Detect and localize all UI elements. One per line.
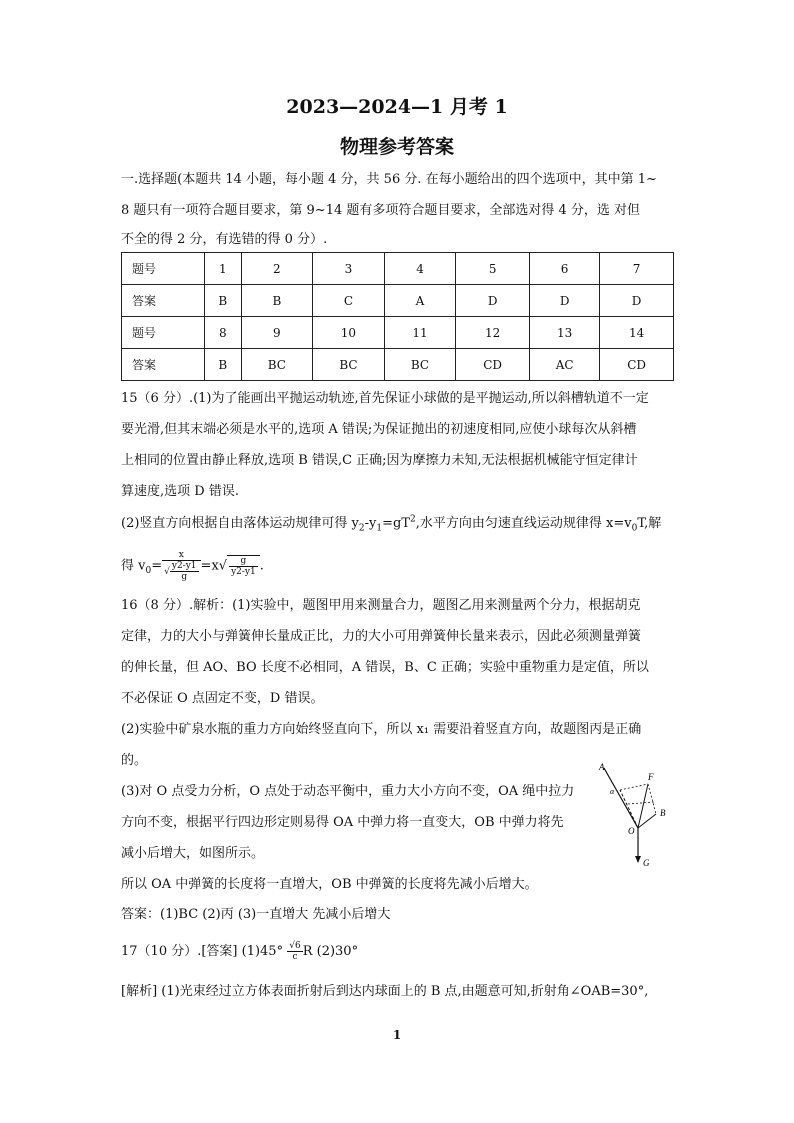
table-cell: 1: [205, 253, 242, 285]
table-cell: CD: [456, 349, 530, 381]
label-o: O: [628, 826, 635, 836]
table-cell: BC: [313, 349, 385, 381]
q16-line2: 定律，力的大小与弹簧伸长量成正比，力的大小可用弹簧伸长量来表示，因此必须测量弹簧: [121, 629, 642, 644]
sqrt-expression: $\frac{g}{y2-y1}$: [227, 555, 260, 577]
q16-line6: 的。: [121, 753, 148, 768]
q16-line3: 的伸长量，但 AO、BO 长度不必相同，A 错误，B、C 正确；实验中重物重力是定值，所以: [121, 660, 649, 675]
q15-line2: 要光滑,但其末端必须是水平的,选项 A 错误;为保证抛出的初速度相同,应使小球每次从斜槽: [121, 422, 637, 437]
q15-line6-formula: 得 $v_0=$ x √ $\frac{y2-y1}{g}$ =x√ $\frac{g}{y2-y1}$ .: [121, 550, 264, 582]
table-cell: 12: [456, 317, 530, 349]
q16-line8: 方向不变，根据平行四边形定则易得 OA 中弹力将一直变大，OB 中弹力将先: [121, 815, 564, 830]
table-cell: 5: [456, 253, 530, 285]
page-number: 1: [392, 1028, 402, 1042]
q16-line4: 不必保证 O 点固定不变，D 错误。: [121, 691, 324, 706]
table-cell: 答案: [122, 349, 205, 381]
table-cell: 14: [600, 317, 674, 349]
q17-line1: 17（10 分）.[答案] (1)45° $\frac{√6}{c}$ R (2)30°: [121, 941, 359, 962]
rope-oa: [604, 768, 638, 828]
parallelogram-side: [648, 784, 656, 814]
table-cell: 6: [530, 253, 600, 285]
table-cell: C: [313, 285, 385, 317]
section1-intro-line1: 一.选择题(本题共 14 小题，每小题 4 分，共 56 分. 在每小题给出的四个选项中，其中第 1~: [121, 172, 657, 187]
q16-line9: 减小后增大，如图所示。: [121, 846, 265, 861]
answer-key-title: 物理参考答案: [339, 136, 454, 158]
table-row: [122, 285, 674, 317]
table-row: [122, 349, 674, 381]
q17-line2: [解析] (1)光束经过立方体表面折射后到达内球面上的 B 点,由题意可知,折射角∠OAB=30°,: [121, 984, 649, 999]
parallelogram-top: [620, 784, 648, 790]
q15-line5: (2)竖直方向根据自由落体运动规律可得 $y_2-y_1=gT^2$,水平方向由匀速直线运动规律得 $x=v_0T$,解: [121, 514, 662, 534]
table-cell: D: [456, 285, 530, 317]
table-cell: BC: [241, 349, 313, 381]
table-cell: 2: [241, 253, 313, 285]
fraction: $\frac{√6}{c}$: [289, 941, 301, 962]
table-cell: 3: [313, 253, 385, 285]
table-cell: 题号: [122, 317, 205, 349]
table-cell: 11: [384, 317, 456, 349]
q15-line3: 上相同的位置由静止释放,选项 B 错误,C 正确;因为摩擦力未知,无法根据机械能守恒定律计: [121, 453, 638, 468]
exam-title: 2023—2024—1 月考 1: [286, 96, 508, 118]
table-cell: D: [600, 285, 674, 317]
table-cell: A: [384, 285, 456, 317]
answer-table: [121, 252, 674, 381]
table-row: [122, 253, 674, 285]
q15-line1: 15（6 分）.(1)为了能画出平抛运动轨迹,首先保证小球做的是平抛运动,所以斜槽轨道不一定: [121, 391, 649, 406]
label-f: F: [648, 772, 654, 782]
q16-line1: 16（8 分）.解析：(1)实验中，题图甲用来测量合力，题图乙用来测量两个分力，根据胡克: [121, 598, 641, 613]
table-cell: 9: [241, 317, 313, 349]
q15-line4: 算速度,选项 D 错误.: [121, 484, 239, 499]
label-g: G: [643, 858, 650, 868]
table-cell: CD: [600, 349, 674, 381]
fraction: x √ $\frac{y2-y1}{g}$: [162, 550, 200, 582]
table-cell: 题号: [122, 253, 205, 285]
table-cell: 10: [313, 317, 385, 349]
q16-line10: 所以 OA 中弹簧的长度将一直增大，OB 中弹簧的长度将先减小后增大。: [121, 877, 538, 892]
table-cell: BC: [384, 349, 456, 381]
q16-line5: (2)实验中矿泉水瓶的重力方向始终竖直向下，所以 x₁ 需要沿着竖直方向，故题图丙是正确: [121, 722, 642, 737]
table-cell: AC: [530, 349, 600, 381]
table-cell: B: [241, 285, 313, 317]
q16-line7: (3)对 O 点受力分析，O 点处于动态平衡中，重力大小方向不变，OA 绳中拉力: [121, 784, 575, 799]
parallelogram-mid: [628, 802, 654, 804]
label-b: B: [660, 808, 666, 818]
q16-answer: 答案：(1)BC (2)丙 (3)一直增大 先减小后增大: [121, 907, 391, 922]
table-cell: B: [205, 285, 242, 317]
label-a: A: [599, 762, 605, 772]
section1-intro-line3: 不全的得 2 分，有选错的得 0 分）.: [121, 232, 328, 247]
force-diagram: [598, 760, 678, 870]
table-cell: D: [530, 285, 600, 317]
table-cell: 13: [530, 317, 600, 349]
table-cell: 答案: [122, 285, 205, 317]
table-cell: 7: [600, 253, 674, 285]
oa-force-dashed: [620, 790, 638, 828]
gravity-arrowhead: [635, 856, 641, 863]
table-cell: B: [205, 349, 242, 381]
label-alpha: α: [610, 787, 615, 796]
table-row: [122, 317, 674, 349]
table-cell: 4: [384, 253, 456, 285]
table-cell: 8: [205, 317, 242, 349]
section1-intro-line2: 8 题只有一项符合题目要求，第 9~14 题有多项符合题目要求，全部选对得 4 分，选 对但: [121, 203, 641, 218]
